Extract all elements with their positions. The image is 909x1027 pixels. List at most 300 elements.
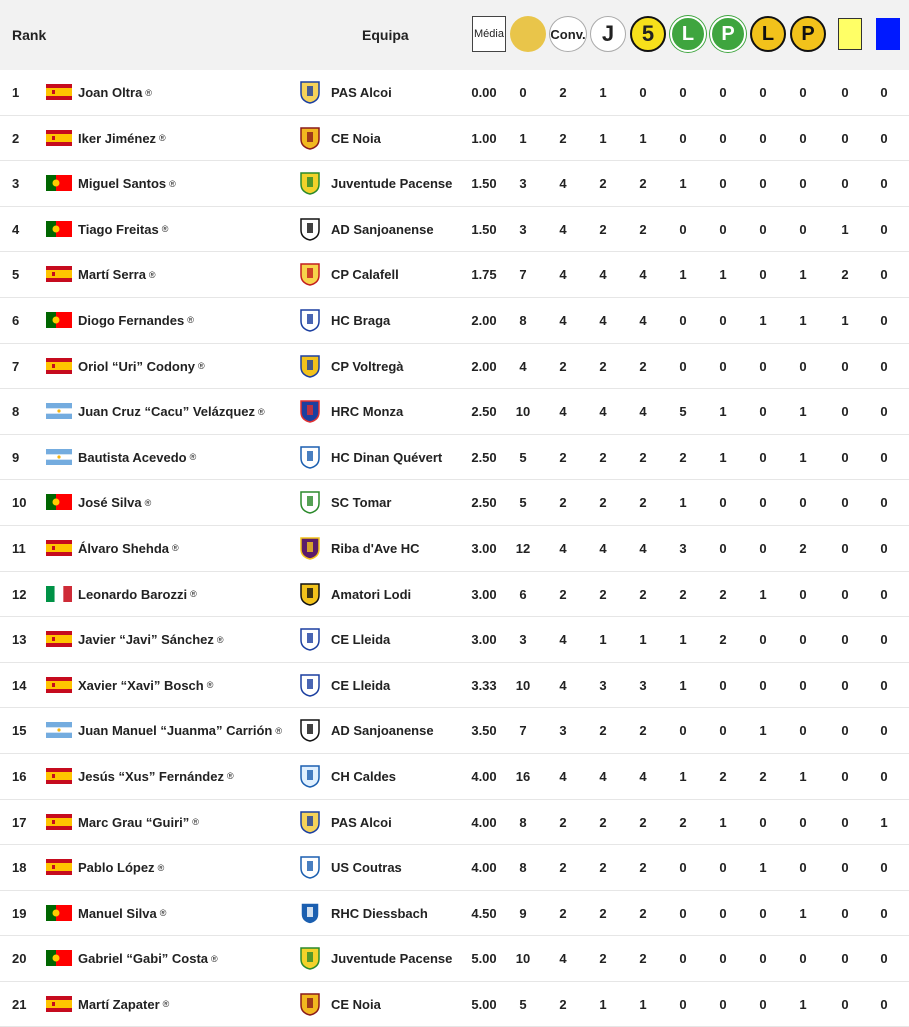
player-name: Álvaro Shehda	[78, 540, 170, 556]
table-row[interactable]	[0, 708, 909, 754]
yellow-l-value: 0	[759, 951, 767, 967]
media-value: 4.00	[471, 768, 497, 784]
media-value: 2.50	[471, 495, 497, 511]
conv-value: 4	[559, 267, 567, 283]
five-value: 2	[639, 905, 647, 921]
green-p-value: 0	[719, 221, 727, 237]
player-name-link[interactable]	[78, 252, 156, 297]
player-name-link[interactable]	[78, 663, 213, 708]
blue-card-value: 0	[880, 495, 888, 511]
player-name: Marc Grau “Guiri”	[78, 814, 190, 830]
table-row[interactable]	[0, 845, 909, 891]
player-name: Leonardo Barozzi	[78, 586, 188, 602]
green-p-value: 0	[719, 905, 727, 921]
blue-card-value: 0	[880, 723, 888, 739]
five-value: 2	[639, 951, 647, 967]
green-l-value: 0	[679, 860, 687, 876]
player-name-link[interactable]	[78, 800, 199, 845]
rank-cell: 14	[12, 677, 27, 693]
player-name-link[interactable]	[78, 435, 196, 480]
conv-value: 2	[559, 130, 567, 146]
rank-cell: 10	[12, 495, 27, 511]
registered-mark: ®	[216, 634, 224, 645]
yellow-l-value: 0	[759, 540, 767, 556]
games-value: 2	[599, 723, 607, 739]
player-name-link[interactable]	[78, 845, 164, 890]
five-value: 2	[639, 814, 647, 830]
player-name-link[interactable]	[78, 526, 179, 571]
yellow-l-value: 0	[759, 677, 767, 693]
conv-value: 4	[559, 540, 567, 556]
team-name-link[interactable]: HRC Monza	[331, 404, 404, 420]
conv-value: 4	[559, 312, 567, 328]
rank-cell: 12	[12, 586, 27, 602]
team-name-link[interactable]: AD Sanjoanense	[331, 221, 434, 237]
yellow-l-value: 0	[759, 495, 767, 511]
team-name-link[interactable]: US Coutras	[331, 860, 402, 876]
yellow-l-value: 1	[759, 312, 767, 328]
team-name-link[interactable]: HC Braga	[331, 312, 391, 328]
green-l-value: 0	[679, 221, 687, 237]
team-name-link[interactable]: RHC Diessbach	[331, 905, 428, 921]
conv-value: 4	[559, 632, 567, 648]
team-name-link[interactable]: Juventude Pacense	[331, 176, 453, 192]
header-yellow-l[interactable]: L	[750, 16, 786, 52]
header-five[interactable]: 5	[630, 16, 666, 52]
conv-value: 2	[559, 905, 567, 921]
goals-value: 9	[519, 905, 527, 921]
conv-value: 2	[559, 996, 567, 1012]
media-value: 1.50	[471, 221, 497, 237]
five-value: 3	[639, 677, 647, 693]
player-name-link[interactable]	[78, 70, 152, 115]
goals-value: 6	[519, 586, 527, 602]
table-row[interactable]	[0, 891, 909, 937]
player-name-link[interactable]	[78, 161, 176, 206]
team-name-link[interactable]: Riba d'Ave HC	[331, 540, 420, 556]
player-name: Manuel Silva	[78, 905, 157, 921]
green-l-value: 1	[679, 677, 687, 693]
yellow-card-value: 0	[841, 449, 849, 465]
goals-value: 8	[519, 814, 527, 830]
yellow-l-value: 2	[759, 768, 767, 784]
five-value: 4	[639, 540, 647, 556]
rank-cell: 18	[12, 860, 27, 876]
green-l-value: 0	[679, 85, 687, 100]
registered-mark: ®	[190, 589, 197, 600]
goals-value: 0	[519, 85, 527, 100]
conv-value: 2	[559, 449, 567, 465]
table-row[interactable]	[0, 298, 909, 344]
games-value: 2	[599, 176, 607, 192]
goals-value: 5	[519, 449, 527, 465]
es-flag-icon	[46, 84, 72, 100]
conv-value: 2	[559, 814, 567, 830]
games-value: 2	[599, 814, 607, 830]
games-value: 3	[599, 677, 607, 693]
blue-card-value: 0	[880, 996, 888, 1012]
yellow-p-value: 1	[799, 905, 807, 921]
blue-card-value: 0	[880, 358, 888, 374]
yellow-p-value: 0	[799, 632, 807, 648]
yellow-p-value: 1	[799, 449, 807, 465]
media-value: 4.50	[471, 905, 497, 921]
table-body	[0, 70, 909, 1027]
five-value: 2	[639, 449, 647, 465]
team-name-link[interactable]: CH Caldes	[331, 768, 397, 784]
yellow-card-icon[interactable]	[838, 18, 862, 50]
five-value: 1	[639, 996, 647, 1012]
games-value: 1	[599, 85, 607, 100]
yellow-card-value: 2	[841, 267, 849, 283]
green-l-value: 1	[679, 495, 687, 511]
conv-value: 4	[559, 404, 567, 420]
goals-value: 8	[519, 860, 527, 876]
team-crest-icon	[298, 217, 322, 241]
header-yellow-p[interactable]: P	[790, 16, 826, 52]
yellow-p-value: 0	[799, 85, 807, 100]
team-crest-icon	[298, 673, 322, 697]
yellow-l-value: 1	[759, 860, 767, 876]
registered-mark: ®	[206, 680, 214, 691]
player-name-link[interactable]	[78, 708, 282, 753]
team-name-link[interactable]: CE Lleida	[331, 632, 391, 648]
green-p-value: 0	[719, 130, 727, 146]
team-name-link[interactable]: CE Noia	[331, 130, 381, 146]
table-row[interactable]	[0, 70, 909, 116]
games-value: 2	[599, 860, 607, 876]
registered-mark: ®	[211, 953, 218, 964]
es-flag-icon	[46, 814, 72, 830]
player-name: Pablo López	[78, 860, 155, 876]
es-flag-icon	[46, 768, 72, 784]
player-name: Miguel Santos	[78, 176, 167, 192]
conv-value: 2	[559, 860, 567, 876]
player-name: Xavier “Xavi” Bosch	[78, 677, 204, 693]
table-row[interactable]	[0, 252, 909, 298]
registered-mark: ®	[159, 133, 166, 144]
yellow-p-value: 0	[799, 860, 807, 876]
yellow-l-value: 0	[759, 996, 767, 1012]
table-row[interactable]	[0, 572, 909, 618]
green-l-value: 0	[679, 312, 687, 328]
player-name-link[interactable]	[78, 344, 205, 389]
yellow-card-value: 0	[841, 540, 849, 556]
blue-card-value: 0	[880, 632, 888, 648]
green-p-value: 0	[719, 996, 727, 1012]
yellow-card-value: 0	[841, 814, 849, 830]
team-crest-icon	[298, 946, 322, 970]
conv-value: 4	[559, 951, 567, 967]
table-row[interactable]	[0, 526, 909, 572]
header-conv[interactable]: Conv.	[549, 16, 587, 52]
games-value: 2	[599, 905, 607, 921]
yellow-p-value: 0	[799, 586, 807, 602]
team-name-link[interactable]: Juventude Pacense	[331, 951, 453, 967]
green-l-value: 0	[679, 130, 687, 146]
yellow-p-value: 0	[799, 677, 807, 693]
media-value: 3.00	[471, 632, 497, 648]
green-l-value: 2	[679, 814, 687, 830]
green-p-value: 0	[719, 358, 727, 374]
blue-card-value: 0	[880, 860, 888, 876]
games-value: 2	[599, 358, 607, 374]
registered-mark: ®	[258, 406, 265, 417]
player-name-link[interactable]	[78, 207, 168, 252]
green-l-value: 0	[679, 951, 687, 967]
goals-value: 10	[515, 677, 531, 693]
team-crest-icon	[298, 582, 322, 606]
player-name: Diogo Fernandes	[78, 312, 185, 328]
registered-mark: ®	[187, 315, 194, 326]
team-name-link[interactable]: CP Calafell	[331, 267, 399, 283]
goals-value: 7	[519, 267, 527, 283]
blue-card-value: 0	[880, 404, 888, 420]
goals-ball-icon[interactable]	[510, 16, 546, 52]
table-row[interactable]	[0, 800, 909, 846]
blue-card-value: 0	[880, 586, 888, 602]
table-row[interactable]	[0, 936, 909, 982]
five-value: 2	[639, 221, 647, 237]
rank-cell: 16	[12, 768, 27, 784]
games-value: 2	[599, 951, 607, 967]
games-value: 2	[599, 495, 607, 511]
goals-value: 3	[519, 632, 527, 648]
games-value: 2	[599, 221, 607, 237]
registered-mark: ®	[172, 543, 179, 554]
header-green-p[interactable]: P	[710, 16, 746, 52]
table-row[interactable]	[0, 663, 909, 709]
five-value: 2	[639, 723, 647, 739]
header-green-l[interactable]: L	[670, 16, 706, 52]
five-value: 2	[639, 176, 647, 192]
team-name-link[interactable]: SC Tomar	[331, 495, 392, 511]
games-value: 1	[599, 632, 607, 648]
games-value: 1	[599, 996, 607, 1012]
team-crest-icon	[298, 126, 322, 150]
games-value: 4	[599, 768, 607, 784]
conv-value: 3	[559, 723, 567, 739]
yellow-p-value: 0	[799, 495, 807, 511]
media-value: 1.00	[471, 130, 497, 146]
conv-value: 2	[559, 358, 567, 374]
table-row[interactable]	[0, 207, 909, 253]
yellow-p-value: 0	[799, 358, 807, 374]
player-name-link[interactable]	[78, 116, 166, 161]
green-l-value: 0	[679, 723, 687, 739]
games-value: 2	[599, 449, 607, 465]
media-value: 1.50	[471, 176, 497, 192]
team-name-link[interactable]: HC Dinan Quévert	[331, 449, 443, 465]
media-value: 1.75	[471, 267, 497, 283]
media-value: 5.00	[471, 996, 497, 1012]
registered-mark: ®	[169, 178, 176, 189]
blue-card-value: 0	[880, 540, 888, 556]
yellow-l-value: 0	[759, 85, 767, 100]
green-p-value: 0	[719, 176, 727, 192]
team-crest-icon	[298, 901, 322, 925]
yellow-l-value: 0	[759, 130, 767, 146]
games-value: 4	[599, 540, 607, 556]
yellow-l-value: 0	[759, 267, 767, 283]
yellow-p-value: 0	[799, 723, 807, 739]
team-name-link[interactable]: CE Noia	[331, 996, 381, 1012]
table-row[interactable]	[0, 617, 909, 663]
team-name-link[interactable]: Amatori Lodi	[331, 586, 412, 602]
rank-cell: 20	[12, 951, 27, 967]
es-flag-icon	[46, 996, 72, 1012]
player-name: Oriol “Uri” Codony	[78, 358, 195, 374]
green-l-value: 1	[679, 176, 687, 192]
green-p-value: 1	[719, 404, 727, 420]
green-p-value: 1	[719, 449, 727, 465]
blue-card-icon[interactable]	[876, 18, 900, 50]
table-row[interactable]	[0, 161, 909, 207]
green-p-value: 2	[719, 632, 727, 648]
registered-mark: ®	[226, 771, 234, 782]
player-name: Tiago Freitas	[78, 221, 159, 237]
media-value: 2.50	[471, 449, 497, 465]
green-l-value: 0	[679, 358, 687, 374]
rank-cell: 1	[12, 85, 20, 100]
five-value: 0	[639, 85, 647, 100]
team-crest-icon	[298, 171, 322, 195]
blue-card-value: 0	[880, 85, 888, 100]
player-name-link[interactable]	[78, 936, 218, 981]
player-name-link[interactable]	[78, 572, 197, 617]
yellow-l-value: 1	[759, 586, 767, 602]
team-name-link[interactable]: AD Sanjoanense	[331, 723, 434, 739]
green-p-value: 2	[719, 768, 727, 784]
rank-cell: 3	[12, 176, 20, 192]
registered-mark: ®	[192, 817, 199, 827]
es-flag-icon	[46, 859, 72, 875]
table-row[interactable]	[0, 754, 909, 800]
team-crest-icon	[298, 810, 322, 834]
goals-value: 3	[519, 176, 527, 192]
team-name-link[interactable]: CE Lleida	[331, 677, 391, 693]
table-row[interactable]	[0, 480, 909, 526]
five-value: 1	[639, 130, 647, 146]
blue-card-value: 0	[880, 768, 888, 784]
green-p-value: 1	[719, 814, 727, 830]
yellow-card-value: 0	[841, 85, 849, 100]
team-crest-icon	[298, 80, 322, 104]
table-row[interactable]	[0, 435, 909, 481]
es-flag-icon	[46, 540, 72, 556]
five-value: 4	[639, 267, 647, 283]
green-p-value: 0	[719, 312, 727, 328]
ar-flag-icon	[46, 403, 72, 419]
player-name-link[interactable]	[78, 982, 169, 1027]
team-name-link[interactable]: PAS Alcoi	[331, 85, 392, 100]
header-rank[interactable]: Rank	[12, 27, 47, 43]
yellow-card-value: 1	[841, 221, 849, 237]
player-name-link[interactable]	[78, 389, 265, 434]
green-l-value: 1	[679, 267, 687, 283]
green-l-value: 2	[679, 586, 687, 602]
media-value: 4.00	[471, 814, 497, 830]
green-p-value: 0	[719, 951, 727, 967]
blue-card-value: 0	[880, 905, 888, 921]
five-value: 2	[639, 860, 647, 876]
games-value: 2	[599, 586, 607, 602]
five-value: 4	[639, 768, 647, 784]
blue-card-value: 0	[880, 312, 888, 328]
registered-mark: ®	[157, 862, 165, 873]
header-media[interactable]: Média	[472, 16, 506, 52]
header-team[interactable]: Equipa	[362, 27, 409, 43]
team-name-link[interactable]: PAS Alcoi	[331, 814, 392, 830]
player-name: Jesús “Xus” Fernández	[78, 768, 224, 784]
yellow-card-value: 0	[841, 404, 849, 420]
es-flag-icon	[46, 130, 72, 146]
yellow-card-value: 0	[841, 905, 849, 921]
table-row[interactable]	[0, 389, 909, 435]
player-name: Juan Cruz “Cacu” Velázquez	[78, 404, 255, 420]
es-flag-icon	[46, 266, 72, 282]
green-l-value: 5	[679, 404, 687, 420]
media-value: 2.00	[471, 312, 497, 328]
five-value: 2	[639, 495, 647, 511]
player-name: José Silva	[78, 495, 142, 511]
yellow-p-value: 1	[799, 768, 807, 784]
games-value: 4	[599, 404, 607, 420]
media-value: 3.00	[471, 586, 497, 602]
yellow-card-value: 0	[841, 130, 849, 146]
media-value: 2.50	[471, 404, 497, 420]
player-name-link[interactable]	[78, 298, 194, 343]
yellow-card-value: 0	[841, 951, 849, 967]
rank-cell: 19	[12, 905, 27, 921]
goals-value: 10	[515, 951, 531, 967]
conv-value: 4	[559, 176, 567, 192]
registered-mark: ®	[162, 999, 170, 1010]
team-crest-icon	[298, 445, 322, 469]
goals-value: 5	[519, 495, 527, 511]
table-row[interactable]	[0, 116, 909, 162]
table-row[interactable]	[0, 982, 909, 1027]
yellow-card-value: 0	[841, 358, 849, 374]
conv-value: 2	[559, 85, 567, 100]
media-value: 0.00	[471, 85, 497, 100]
player-name: Iker Jiménez	[78, 130, 157, 146]
goals-value: 3	[519, 221, 527, 237]
team-crest-icon	[298, 262, 322, 286]
goals-value: 10	[515, 404, 531, 420]
table-row[interactable]	[0, 344, 909, 390]
blue-card-value: 1	[880, 814, 888, 830]
player-name-link[interactable]	[78, 891, 166, 936]
player-name-link[interactable]	[78, 480, 151, 525]
registered-mark: ®	[159, 908, 167, 919]
pt-flag-icon	[46, 221, 72, 237]
green-l-value: 0	[679, 905, 687, 921]
conv-value: 4	[559, 768, 567, 784]
pt-flag-icon	[46, 494, 72, 510]
media-value: 3.00	[471, 540, 497, 556]
pt-flag-icon	[46, 950, 72, 966]
conv-value: 2	[559, 586, 567, 602]
rank-cell: 9	[12, 449, 20, 465]
player-name-link[interactable]	[78, 617, 224, 662]
it-flag-icon	[46, 586, 72, 602]
team-name-link[interactable]: CP Voltregà	[331, 358, 404, 374]
header-games[interactable]: J	[590, 16, 626, 52]
rank-cell: 17	[12, 814, 27, 830]
player-name-link[interactable]	[78, 754, 234, 799]
yellow-l-value: 0	[759, 632, 767, 648]
